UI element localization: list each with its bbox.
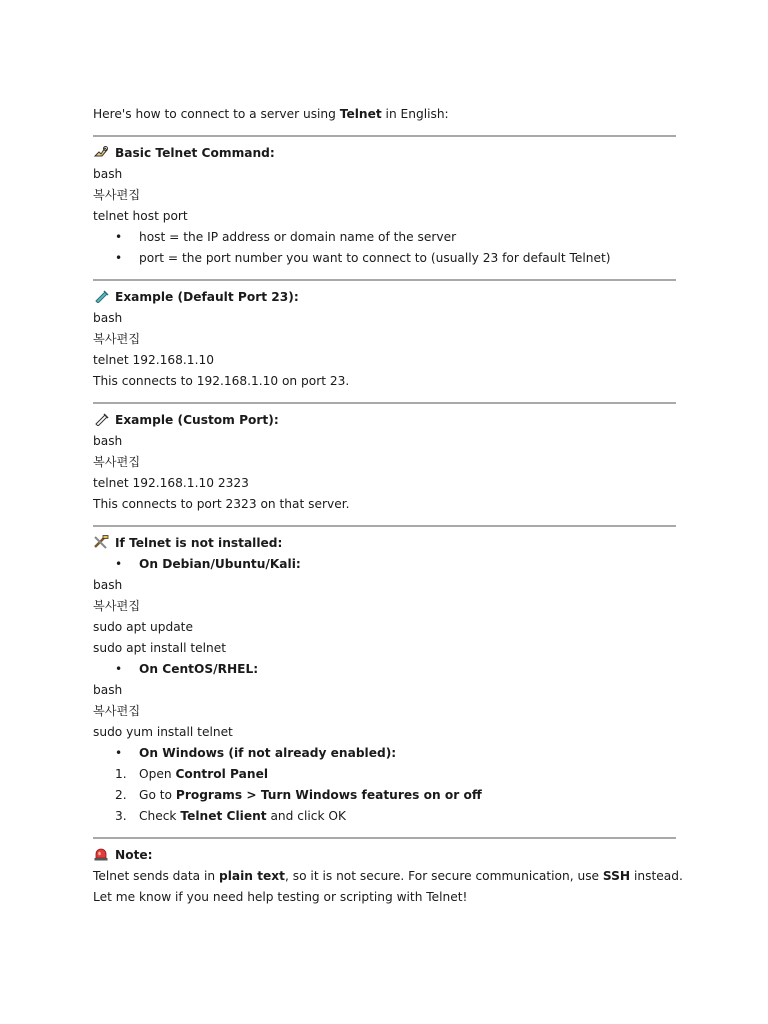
bullet-icon: •: [115, 230, 123, 244]
code-language-label: bash: [93, 578, 123, 592]
code-line: telnet host port: [93, 209, 188, 223]
code-line: sudo yum install telnet: [93, 725, 233, 739]
test-tube-icon: [93, 412, 109, 426]
bullet-icon: •: [115, 662, 123, 676]
step-number: 1.: [115, 767, 127, 781]
section-heading: Example (Default Port 23):: [93, 287, 676, 308]
copy-edit-button[interactable]: 복사편집: [93, 455, 141, 469]
list-item: • port = the port number you want to connect to (usually 23 for default Telnet): [93, 248, 676, 269]
code-language-label: bash: [93, 434, 123, 448]
section-heading: Example (Custom Port):: [93, 410, 676, 431]
divider: [93, 402, 676, 404]
code-line: sudo apt update: [93, 620, 193, 634]
section-install: [93, 533, 676, 827]
wrench-hand-icon: [93, 145, 109, 159]
code-line: telnet 192.168.1.10: [93, 353, 214, 367]
step-number: 2.: [115, 788, 127, 802]
explanation-text: This connects to port 2323 on that server.: [93, 497, 350, 511]
step-number: 3.: [115, 809, 127, 823]
copy-edit-button[interactable]: 복사편집: [93, 188, 141, 202]
copy-edit-button[interactable]: 복사편집: [93, 332, 141, 346]
explanation-text: This connects to 192.168.1.10 on port 23.: [93, 374, 350, 388]
code-language-label: bash: [93, 167, 123, 181]
code-language-label: bash: [93, 311, 123, 325]
code-line: telnet 192.168.1.10 2323: [93, 476, 249, 490]
closing-text: Let me know if you need help testing or scripting with Telnet!: [93, 890, 468, 904]
divider: [93, 525, 676, 527]
section-example-default: [93, 287, 676, 392]
divider: [93, 837, 676, 839]
code-line: sudo apt install telnet: [93, 641, 227, 655]
list-item: • host = the IP address or domain name of the server: [93, 227, 676, 248]
list-item: • On CentOS/RHEL:: [93, 659, 676, 680]
numbered-step: 1. Open Control Panel: [93, 764, 676, 785]
hammer-wrench-icon: [93, 535, 109, 549]
list-item: • On Debian/Ubuntu/Kali:: [93, 554, 676, 575]
section-example-custom: [93, 410, 676, 515]
code-language-label: bash: [93, 683, 123, 697]
numbered-step: 2. Go to Programs > Turn Windows features on or off: [93, 785, 676, 806]
bullet-icon: •: [115, 746, 123, 760]
note-text: Telnet sends data in plain text, so it is not secure. For secure communication, use SSH instead.: [93, 869, 683, 883]
section-heading: Basic Telnet Command:: [93, 143, 676, 164]
section-heading: Note:: [93, 845, 676, 866]
intro-line: Here's how to connect to a server using Telnet in English:: [93, 107, 449, 121]
bullet-icon: •: [115, 251, 123, 265]
test-tube-icon: [93, 289, 109, 303]
copy-edit-button[interactable]: 복사편집: [93, 599, 141, 613]
divider: [93, 279, 676, 281]
list-item: • On Windows (if not already enabled):: [93, 743, 676, 764]
section-heading: If Telnet is not installed:: [93, 533, 676, 554]
document-page: [93, 104, 683, 908]
section-basic-command: [93, 143, 676, 269]
siren-icon: [93, 847, 109, 861]
bullet-icon: •: [115, 557, 123, 571]
copy-edit-button[interactable]: 복사편집: [93, 704, 141, 718]
numbered-step: 3. Check Telnet Client and click OK: [93, 806, 676, 827]
section-note: [93, 845, 683, 908]
divider: [93, 135, 676, 137]
